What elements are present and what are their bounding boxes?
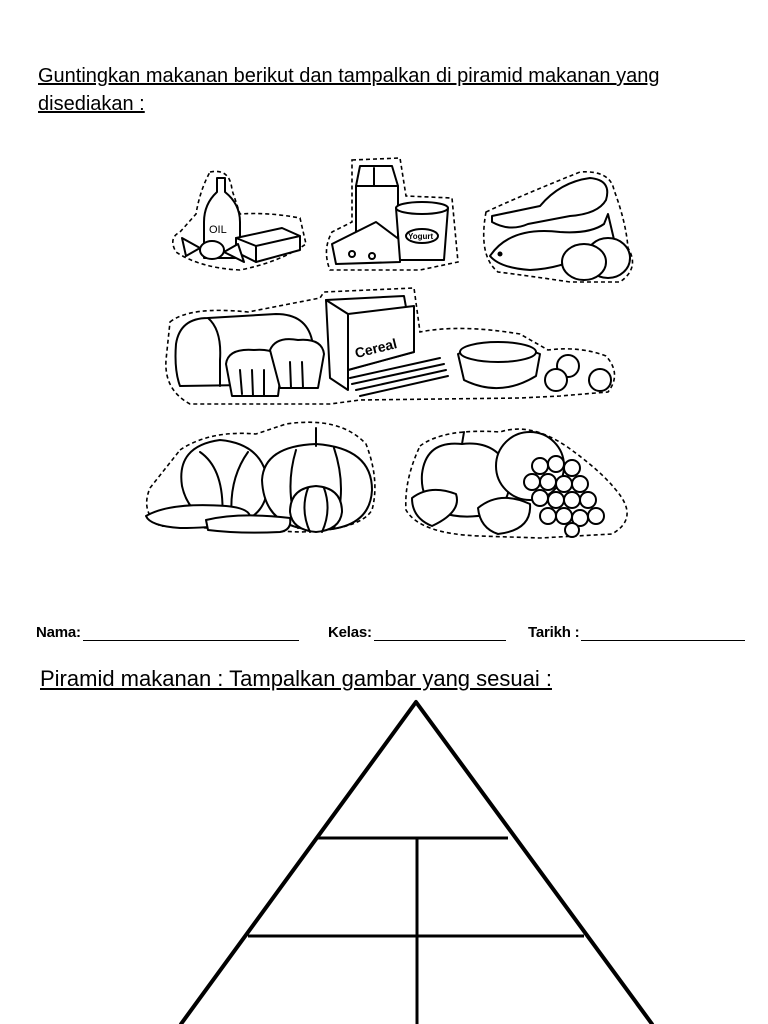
oil-label: OIL: [209, 224, 227, 236]
name-label: Nama:: [36, 624, 81, 641]
instruction-text: Guntingkan makanan berikut dan tampalkan di piramid makanan yang disediakan :: [38, 65, 660, 115]
pyramid-title: Piramid makanan : Tampalkan gambar yang sesuai :: [40, 666, 552, 691]
date-label: Tarikh :: [528, 624, 580, 641]
yogurt-label: Yogurt: [408, 232, 434, 241]
cereal-label: Cereal: [353, 335, 399, 362]
class-label: Kelas:: [328, 624, 372, 641]
